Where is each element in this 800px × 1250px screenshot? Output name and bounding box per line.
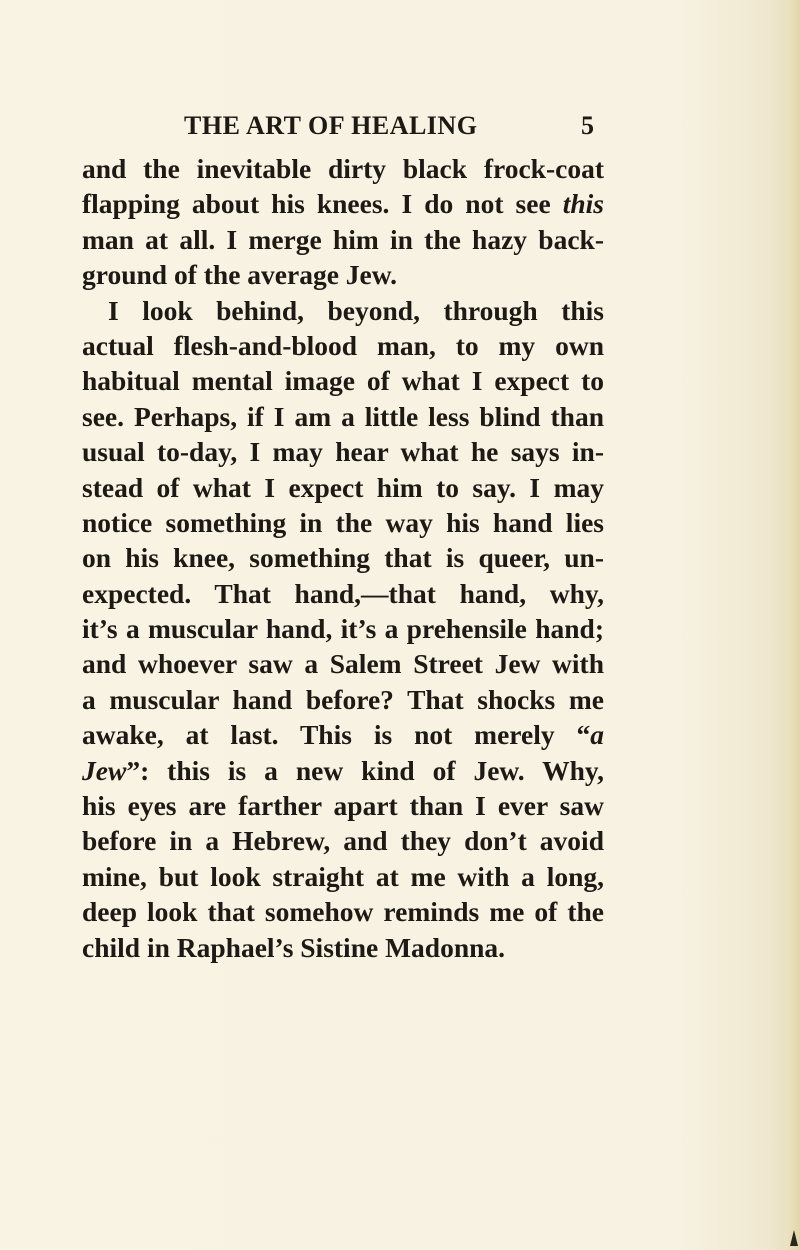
text-line-content: ”: this is a new kind of Jew. Why, — [126, 754, 604, 786]
text-line — [82, 470, 604, 505]
text-line — [82, 753, 604, 788]
text-line — [82, 646, 604, 681]
italic-text: this — [562, 188, 604, 220]
text-line — [82, 257, 604, 292]
text-line-content: his eyes are farther apart than I ever saw — [82, 790, 604, 822]
text-line-content: man at all. I merge him in the hazy back- — [82, 223, 604, 255]
text-line-content: habitual mental image of what I expect to — [82, 365, 604, 397]
text-line-content: a muscular hand before? That shocks me — [82, 683, 604, 715]
text-line-content: ground of the average Jew. — [82, 259, 397, 291]
italic-text: Jew — [82, 754, 127, 786]
text-line — [82, 328, 604, 363]
text-line-content: flapping about his knees. I do not see — [82, 188, 551, 220]
text-line-content: deep look that somehow reminds me of the — [82, 896, 604, 928]
text-line-content: it’s a muscular hand, it’s a prehensile hand; — [82, 613, 604, 645]
text-line — [82, 576, 604, 611]
text-line-content: mine, but look straight at me with a long, — [82, 860, 604, 892]
text-line — [82, 682, 604, 717]
text-line-content: and whoever saw a Salem Street Jew with — [82, 648, 604, 680]
edge-mark — [790, 1230, 798, 1246]
text-line-content: actual flesh-and-blood man, to my own — [82, 329, 604, 361]
page-number: 5 — [581, 111, 594, 140]
text-line — [82, 823, 604, 858]
text-line-content: child in Raphael’s Sistine Madonna. — [82, 931, 506, 963]
text-line-content: notice something in the way his hand lies — [82, 506, 604, 538]
text-line — [82, 611, 604, 646]
text-line-content: awake, at last. This is not merely “ — [82, 719, 591, 751]
running-head — [82, 109, 594, 143]
text-line — [82, 293, 604, 328]
text-line — [82, 894, 604, 929]
text-line — [82, 399, 604, 434]
running-title: THE ART OF HEALING — [184, 111, 478, 140]
text-line — [82, 222, 604, 257]
text-line-content: see. Perhaps, if I am a little less blind than — [82, 400, 604, 432]
text-line — [82, 434, 604, 469]
text-line — [82, 505, 604, 540]
text-line-content: I look behind, beyond, through this — [108, 294, 604, 326]
text-line — [82, 717, 604, 752]
text-line — [82, 540, 604, 575]
page-edge — [786, 0, 800, 1250]
italic-text: a — [590, 719, 604, 751]
text-line — [82, 788, 604, 823]
body-text — [82, 151, 604, 965]
text-line — [82, 151, 604, 186]
text-line — [82, 930, 604, 965]
text-line — [82, 186, 604, 221]
text-line-content: and the inevitable dirty black frock-coat — [82, 153, 604, 184]
text-line-content: before in a Hebrew, and they don’t avoid — [82, 825, 604, 857]
text-line-content: stead of what I expect him to say. I may — [82, 471, 604, 503]
text-line-content: usual to-day, I may hear what he says in- — [82, 436, 604, 468]
text-line — [82, 859, 604, 894]
text-line-content: on his knee, something that is queer, un- — [82, 542, 604, 574]
text-line — [82, 363, 604, 398]
text-line-content: expected. That hand,—that hand, why, — [82, 577, 604, 609]
